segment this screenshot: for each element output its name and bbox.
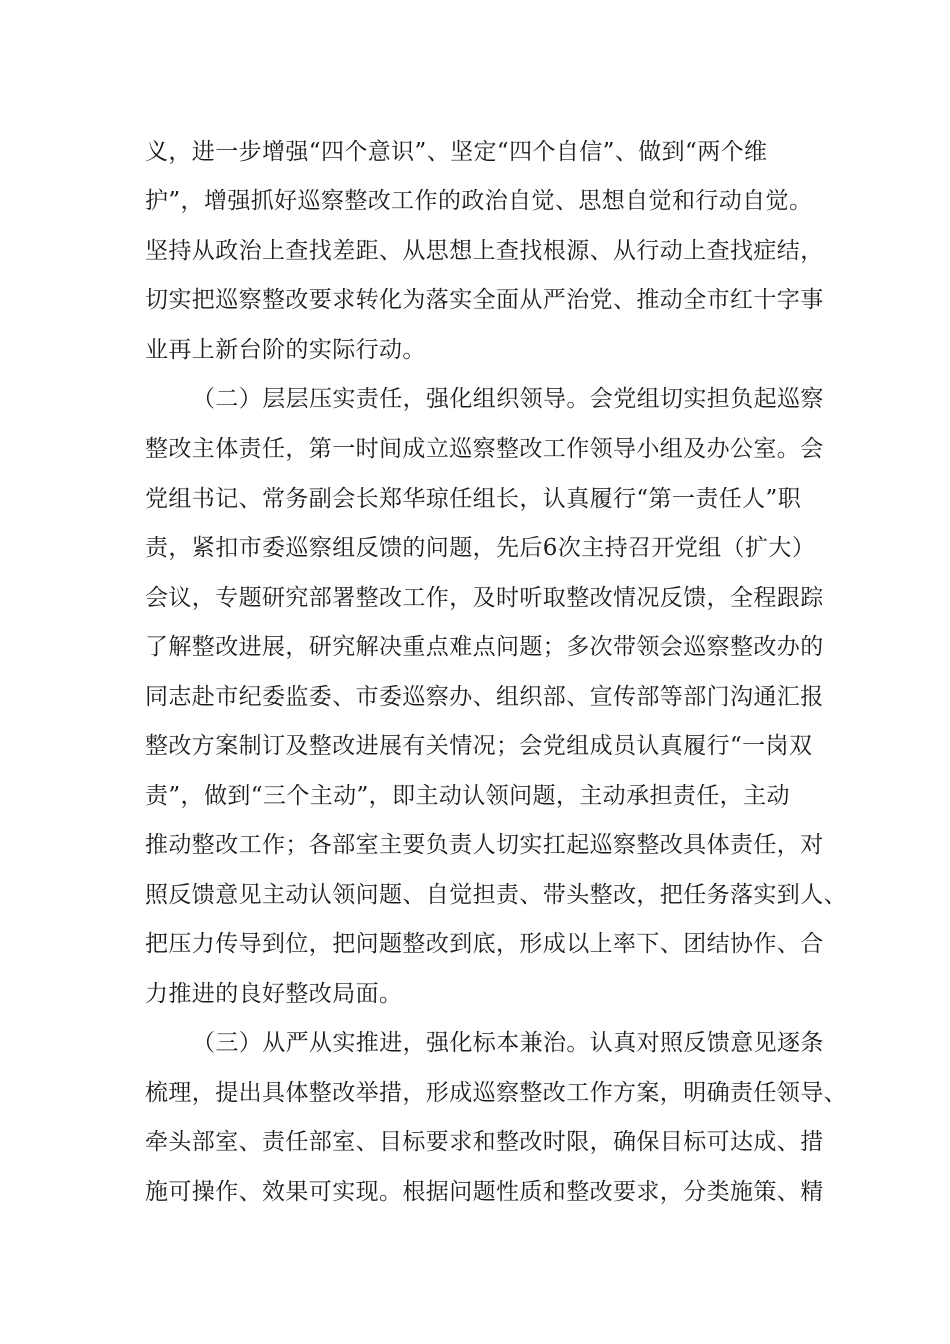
text-line: 了解整改进展，研究解决重点难点问题；多次带领会巡察整改办的 bbox=[145, 634, 824, 660]
text-line: 义，进一步增强“四个意识”、坚定“四个自信”、做到“两个维 bbox=[145, 139, 768, 165]
text-line: 梳理，提出具体整改举措，形成巡察整改工作方案，明确责任领导、 bbox=[145, 1080, 847, 1106]
text-line: 责，紧扣市委巡察组反馈的问题，先后6次主持召开党组（扩大） bbox=[145, 535, 816, 561]
text-line: 业再上新台阶的实际行动。 bbox=[145, 337, 426, 363]
text-line: 同志赴市纪委监委、市委巡察办、组织部、宣传部等部门沟通汇报 bbox=[145, 684, 824, 710]
text-line: 牵头部室、责任部室、目标要求和整改时限，确保目标可达成、措 bbox=[145, 1129, 824, 1155]
text-line: 会议，专题研究部署整改工作，及时听取整改情况反馈，全程跟踪 bbox=[145, 585, 824, 611]
text-line: 护”，增强抓好巡察整改工作的政治自觉、思想自觉和行动自觉。 bbox=[145, 188, 813, 214]
text-line: 坚持从政治上查找差距、从思想上查找根源、从行动上查找症结， bbox=[145, 238, 824, 264]
text-line: 责”，做到“三个主动”，即主动认领问题，主动承担责任，主动 bbox=[145, 783, 790, 809]
text-line: 切实把巡察整改要求转化为落实全面从严治党、推动全市红十字事 bbox=[145, 287, 824, 313]
text-line: 照反馈意见主动认领问题、自觉担责、带头整改，把任务落实到人、 bbox=[145, 882, 847, 908]
text-line: 党组书记、常务副会长郑华琼任组长，认真履行“第一责任人”职 bbox=[145, 486, 802, 512]
paragraph-start-line: （二）层层压实责任，强化组织领导。会党组切实担负起巡察 bbox=[192, 386, 824, 412]
text-line: 整改方案制订及整改进展有关情况；会党组成员认真履行“一岗双 bbox=[145, 733, 813, 759]
text-line: 施可操作、效果可实现。根据问题性质和整改要求，分类施策、精 bbox=[145, 1179, 824, 1205]
text-line: 推动整改工作；各部室主要负责人切实扛起巡察整改具体责任，对 bbox=[145, 832, 824, 858]
text-line: 把压力传导到位，把问题整改到底，形成以上率下、团结协作、合 bbox=[145, 931, 824, 957]
paragraph-start-line: （三）从严从实推进，强化标本兼治。认真对照反馈意见逐条 bbox=[192, 1030, 824, 1056]
text-line: 力推进的良好整改局面。 bbox=[145, 981, 403, 1007]
text-line: 整改主体责任，第一时间成立巡察整改工作领导小组及办公室。会 bbox=[145, 436, 824, 462]
